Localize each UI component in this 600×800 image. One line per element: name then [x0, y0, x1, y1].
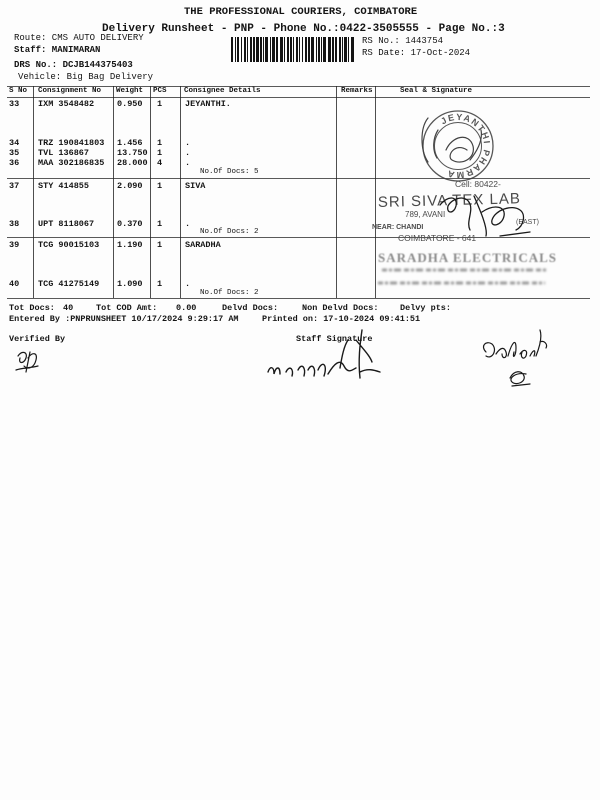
- stamp-near-line: NEAR: CHANDI: [372, 224, 424, 231]
- row-weight: 13.750: [117, 147, 148, 158]
- seal-text: [439, 112, 492, 180]
- row-consignee: .: [185, 147, 191, 158]
- table-row: [0, 241, 336, 250]
- stamp-cell-line: Cell: 80422-: [455, 179, 501, 189]
- barcode-bar: [231, 37, 233, 62]
- row-consignment-no: TCG 41275149: [38, 278, 100, 289]
- seal-inner-ring: [435, 123, 482, 170]
- row-pcs: 1: [157, 218, 163, 229]
- row-weight: 0.950: [117, 98, 143, 109]
- barcode-bar: [318, 37, 320, 62]
- barcode-bar: [335, 37, 337, 62]
- row-consignee: JEYANTHI.: [185, 98, 231, 109]
- barcode-bar: [323, 37, 326, 62]
- barcode-bar: [280, 37, 283, 62]
- tot-docs-label: Tot Docs:: [9, 302, 55, 313]
- col-header-pcs: PCS: [153, 86, 167, 95]
- stamp-address-line: 789, AVANI: [405, 210, 446, 219]
- barcode-bar: [302, 37, 303, 62]
- saradha-stamp: [378, 250, 557, 265]
- sivatex-signature: [440, 196, 530, 236]
- barcode-bar: [339, 37, 341, 62]
- barcode-bar: [244, 37, 246, 62]
- row-consignee: .: [185, 137, 191, 148]
- col-header-sno: S No: [9, 86, 28, 95]
- cod-value: 0.00: [176, 302, 197, 313]
- barcode-bar: [342, 37, 343, 62]
- row-weight: 28.000: [117, 157, 148, 168]
- barcode-bar: [276, 37, 278, 62]
- col-header-remarks: Remarks: [341, 86, 373, 95]
- table-row: [0, 280, 336, 289]
- vehicle-label: Vehicle: Big Bag Delivery: [18, 71, 154, 82]
- barcode-bar: [348, 37, 349, 62]
- row-sno: 34: [9, 137, 20, 148]
- row-pcs: 1: [157, 147, 163, 158]
- drs-number: DRS No.: DCJB144375403: [14, 59, 133, 70]
- barcode-bar: [308, 37, 310, 62]
- row-pcs: 1: [157, 180, 163, 191]
- row-weight: 2.090: [117, 180, 143, 191]
- barcode-bar: [287, 37, 289, 62]
- seal-text-path: JEYANTHI PHARMA: [439, 111, 493, 181]
- row-consignment-no: TRZ 190841803: [38, 137, 105, 148]
- table-row: [0, 159, 336, 168]
- barcode-bar: [241, 37, 242, 62]
- barcode-bar: [299, 37, 300, 62]
- barcode-bar: [253, 37, 255, 62]
- barcode-bar: [263, 37, 264, 62]
- row-pcs: 1: [157, 278, 163, 289]
- printed-on: Printed on: 17-10-2024 09:41:51: [262, 313, 421, 324]
- row-pcs: 4: [157, 157, 163, 168]
- barcode-bar: [265, 37, 268, 62]
- col-header-consignee: Consignee Details: [184, 86, 261, 95]
- route-label: Route: CMS AUTO DELIVERY: [14, 32, 144, 43]
- row-consignee: SARADHA: [185, 239, 221, 250]
- table-row: [0, 149, 336, 158]
- runsheet-title: Delivery Runsheet - PNP - Phone No.:0422-3505555 - Page No.:3: [102, 22, 505, 35]
- barcode-bar: [290, 37, 292, 62]
- row-sno: 33: [9, 98, 20, 109]
- row-weight: 1.456: [117, 137, 143, 148]
- col-header-consignment: Consignment No: [38, 86, 102, 95]
- table-row: [0, 139, 336, 148]
- row-consignment-no: TCG 90015103: [38, 239, 100, 250]
- rs-number: RS No.: 1443754: [362, 35, 444, 46]
- row-consignment-no: IXM 3548482: [38, 98, 95, 109]
- barcode-bar: [351, 37, 354, 62]
- barcode-bar: [296, 37, 298, 62]
- stamp-east-line: (EAST): [516, 219, 539, 226]
- doc-count: No.Of Docs: 2: [200, 227, 259, 236]
- row-weight: 1.190: [117, 239, 143, 250]
- seal-signature: [422, 118, 481, 162]
- staff-label: Staff: MANIMARAN: [14, 44, 101, 55]
- doc-count: No.Of Docs: 2: [200, 288, 259, 297]
- non-delvd-docs-label: Non Delvd Docs:: [302, 302, 379, 313]
- row-weight: 1.090: [117, 278, 143, 289]
- row-consignment-no: UPT 8118067: [38, 218, 95, 229]
- seal-outer-ring: [423, 111, 493, 181]
- sivatex-stamp: [372, 179, 539, 243]
- delvy-pts-label: Delvy pts:: [400, 302, 452, 313]
- barcode-bar: [237, 37, 239, 62]
- row-pcs: 1: [157, 98, 163, 109]
- stamp-saradha-name: SARADHA ELECTRICALS: [378, 250, 558, 265]
- doc-count: No.Of Docs: 5: [200, 167, 259, 176]
- col-header-weight: Weight: [116, 86, 144, 95]
- company-name: THE PROFESSIONAL COURIERS, COIMBATORE: [184, 6, 418, 18]
- row-sno: 39: [9, 239, 20, 250]
- table-row: [0, 182, 336, 191]
- table-row: [0, 220, 336, 229]
- row-consignee: SIVA: [185, 180, 206, 191]
- row-sno: 40: [9, 278, 20, 289]
- barcode-bar: [293, 37, 294, 62]
- barcode-bar: [284, 37, 285, 62]
- row-consignee: .: [185, 278, 191, 289]
- rs-date: RS Date: 17-Oct-2024: [362, 47, 471, 58]
- receiver-initials: [510, 372, 530, 386]
- row-consignment-no: MAA 302186835: [38, 157, 105, 168]
- barcode-bar: [272, 37, 275, 62]
- col-header-seal: Seal & Signature: [400, 86, 473, 95]
- barcode-bar: [321, 37, 322, 62]
- barcode-bar: [270, 37, 271, 62]
- table-rules: [7, 86, 590, 299]
- row-consignment-no: STY 414855: [38, 180, 90, 191]
- row-sno: 38: [9, 218, 20, 229]
- barcode-bar: [316, 37, 317, 62]
- row-pcs: 1: [157, 137, 163, 148]
- row-consignee: .: [185, 157, 191, 168]
- delvd-docs-label: Delvd Docs:: [222, 302, 279, 313]
- entered-by: Entered By :PNPRUNSHEET 10/17/2024 9:29:17 AM: [9, 313, 239, 324]
- row-sno: 37: [9, 180, 20, 191]
- tot-docs-value: 40: [63, 302, 74, 313]
- row-pcs: 1: [157, 239, 163, 250]
- barcode-bar: [247, 37, 248, 62]
- verified-by-label: Verified By: [9, 333, 66, 344]
- row-sno: 36: [9, 157, 20, 168]
- barcode-bar: [311, 37, 314, 62]
- barcode-bar: [256, 37, 259, 62]
- jeyanthi-seal: [422, 111, 493, 181]
- staff-signature-label: Staff Signature: [296, 333, 373, 344]
- barcode-bar: [344, 37, 347, 62]
- cod-label: Tot COD Amt:: [96, 302, 158, 313]
- barcode-bar: [305, 37, 307, 62]
- stamp-city-line: COIMBATORE - 641: [398, 233, 477, 243]
- verifier-signature: [16, 352, 38, 372]
- barcode: [231, 37, 354, 62]
- table-row: [0, 100, 336, 109]
- barcode-bar: [235, 37, 236, 62]
- saradha-stamp-faded-lines: [378, 270, 548, 283]
- barcode-bar: [250, 37, 252, 62]
- row-sno: 35: [9, 147, 20, 158]
- row-consignee: .: [185, 218, 191, 229]
- barcode-bar: [328, 37, 331, 62]
- row-consignment-no: TVL 136867: [38, 147, 90, 158]
- receiver-signature: [484, 330, 547, 358]
- barcode-bar: [332, 37, 334, 62]
- stamp-lab-name: SRI SIVA TEX LAB: [377, 190, 522, 211]
- barcode-bar: [260, 37, 262, 62]
- row-weight: 0.370: [117, 218, 143, 229]
